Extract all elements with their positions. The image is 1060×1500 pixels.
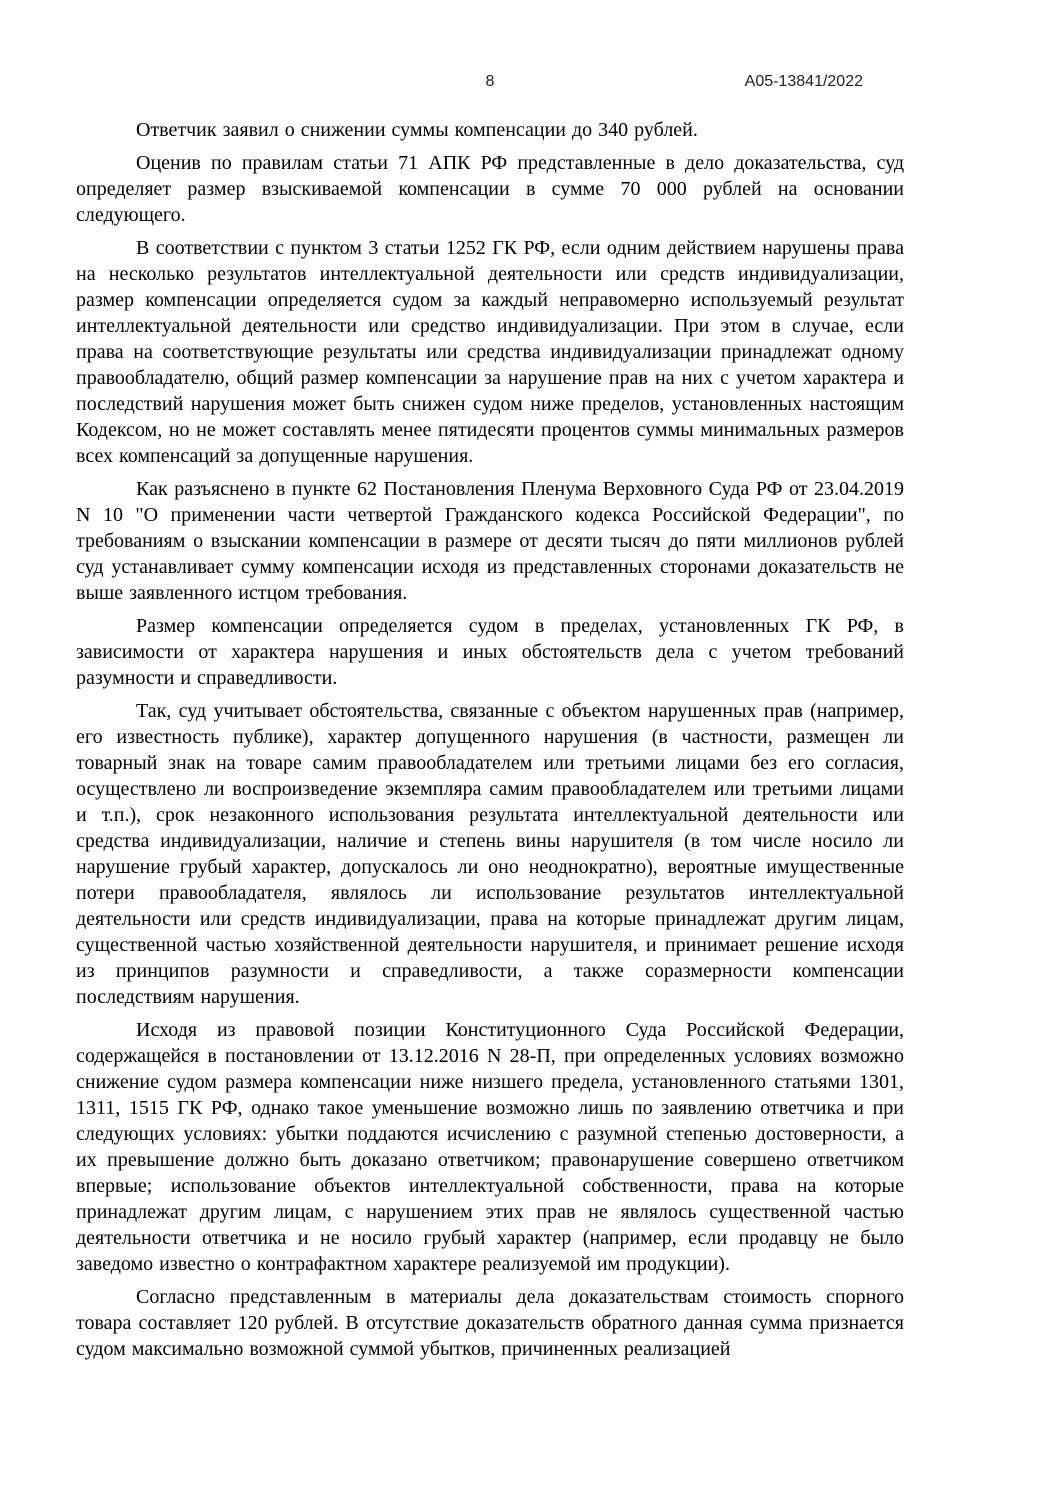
body-paragraph: Размер компенсации определяется судом в пределах, установленных ГК РФ, в зависимости от характера нарушения и иных обстоятельств дела с учетом требований разумности и справедливости.	[76, 615, 904, 689]
body-paragraph: Исходя из правовой позиции Конституционного Суда Российской Федерации, содержащейся в постановлении от 13.12.2016 N 28-П, при определенных условиях возможно снижение судом размера компенсации ниже низшего предела, установленного статьями 1301, 1311, 1515 ГК РФ, однако такое уменьшение возможно лишь по заявлению ответчика и при следующих условиях: убытки поддаются исчислению с разумной степенью достоверности, а их превышение должно быть доказано ответчиком; правонарушение совершено ответчиком впервые; использование объектов интеллектуальной собственности, права на которые принадлежат другим лицам, с нарушением этих прав не являлось существенной частью деятельности ответчика и не носило грубый характер (например, если продавцу не было заведомо известно о контрафактном характере реализуемой им продукции).	[76, 1019, 904, 1275]
case-number: А05-13841/2022	[744, 73, 863, 90]
body-paragraph: Согласно представленным в материалы дела доказательствам стоимость спорного товара составляет 120 рублей. В отсутствие доказательств обратного данная сумма признается судом максимально возможной суммой убытков, причиненных реализацией	[76, 1286, 904, 1360]
body-paragraph: Так, суд учитывает обстоятельства, связанные с объектом нарушенных прав (например, его известность публике), характер допущенного нарушения (в частности, размещен ли товарный знак на товаре самим правообладателем или третьими лицами без его согласия, осуществлено ли воспроизведение экземпляра самим правообладателем или третьими лицами и т.п.), срок незаконного использования результата интеллектуальной деятельности или средства индивидуализации, наличие и степень вины нарушителя (в том числе носило ли нарушение грубый характер, допускалось ли оно неоднократно), вероятные имущественные потери правообладателя, являлось ли использование результатов интеллектуальной деятельности или средств индивидуализации, права на которые принадлежат другим лицам, существенной частью хозяйственной деятельности нарушителя, и принимает решение исходя из принципов разумности и справедливости, а также соразмерности компенсации последствиям нарушения.	[76, 700, 904, 1008]
document-body	[76, 117, 904, 1369]
page-number: 8	[485, 73, 495, 90]
body-paragraph: Как разъяснено в пункте 62 Постановления Пленума Верховного Суда РФ от 23.04.2019 N 10 "О применении части четвертой Гражданского кодекса Российской Федерации", по требованиям о взыскании компенсации в размере от десяти тысяч до пяти миллионов рублей суд устанавливает сумму компенсации исходя из представленных сторонами доказательств не выше заявленного истцом требования.	[76, 478, 904, 604]
body-paragraph: В соответствии с пунктом 3 статьи 1252 ГК РФ, если одним действием нарушены права на несколько результатов интеллектуальной деятельности или средств индивидуализации, размер компенсации определяется судом за каждый неправомерно используемый результат интеллектуальной деятельности или средство индивидуализации. При этом в случае, если права на соответствующие результаты или средства индивидуализации принадлежат одному правообладателю, общий размер компенсации за нарушение прав на них с учетом характера и последствий нарушения может быть снижен судом ниже пределов, установленных настоящим Кодексом, но не может составлять менее пятидесяти процентов суммы минимальных размеров всех компенсаций за допущенные нарушения.	[76, 237, 904, 467]
body-paragraph: Оценив по правилам статьи 71 АПК РФ представленные в дело доказательства, суд определяет размер взыскиваемой компенсации в сумме 70 000 рублей на основании следующего.	[76, 152, 904, 226]
body-paragraph: Ответчик заявил о снижении суммы компенсации до 340 рублей.	[136, 119, 698, 141]
page-header	[76, 73, 904, 95]
